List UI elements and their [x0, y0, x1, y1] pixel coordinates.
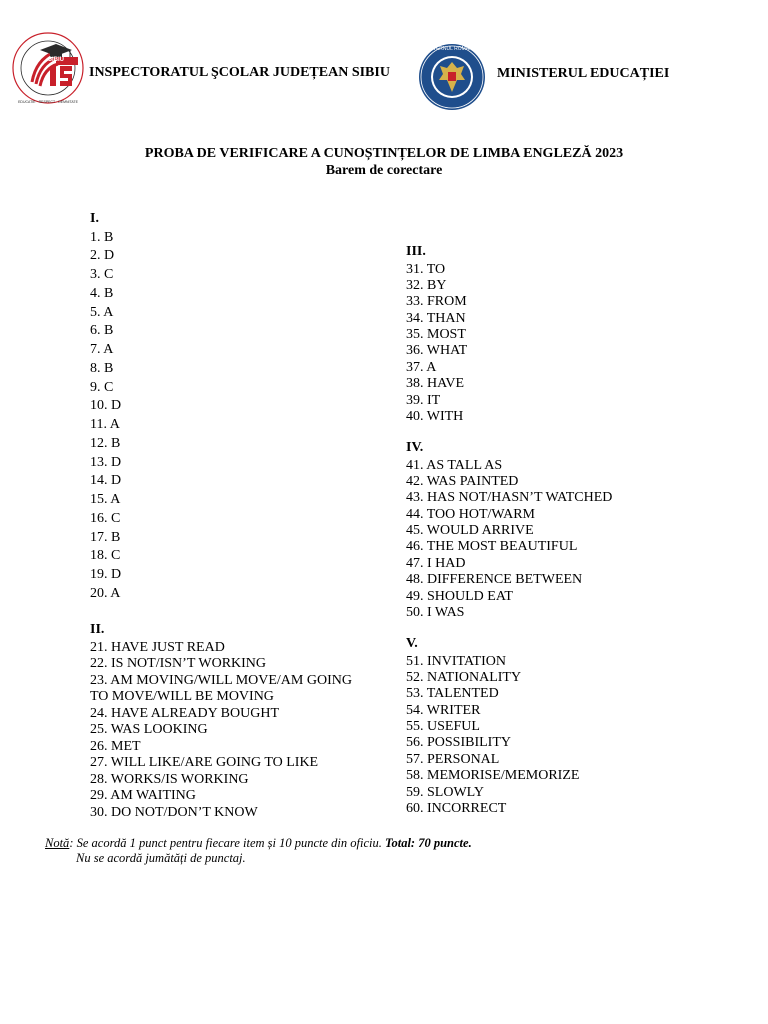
- answer-item: 31. TO: [406, 261, 446, 277]
- seal-ring-text: GUVERNUL ROMÂNIEI: [425, 46, 479, 52]
- answer-item: 46. THE MOST BEAUTIFUL: [406, 539, 578, 555]
- section-heading: V.: [406, 636, 418, 651]
- section-heading: II.: [90, 622, 105, 637]
- answer-item: TO MOVE/WILL BE MOVING: [90, 689, 274, 704]
- answer-item: 25. WAS LOOKING: [90, 722, 208, 737]
- answer-item: 40. WITH: [406, 409, 464, 425]
- answer-item: 44. TOO HOT/WARM: [406, 506, 535, 522]
- answer-item: 18. C: [90, 548, 121, 564]
- answer-item: 26. MET: [90, 738, 141, 754]
- answer-item: 23. AM MOVING/WILL MOVE/AM GOING: [90, 672, 352, 688]
- answer-item: 30. DO NOT/DON’T KNOW: [90, 804, 258, 820]
- answer-item: 58. MEMORISE/MEMORIZE: [406, 768, 580, 784]
- answer-item: 57. PERSONAL: [406, 751, 500, 767]
- answer-item: 4. B: [90, 285, 114, 301]
- section-i: [90, 211, 121, 604]
- answer-item: 16. C: [90, 510, 121, 526]
- answer-item: 29. AM WAITING: [90, 788, 196, 803]
- answer-item: 45. WOULD ARRIVE: [406, 523, 534, 539]
- answer-item: 11. A: [90, 417, 120, 432]
- answer-item: 14. D: [90, 473, 122, 489]
- isj-sibiu-logo: [10, 30, 86, 106]
- section-heading: I.: [90, 211, 99, 226]
- note-total: Total: 70 puncte.: [385, 836, 472, 850]
- section-v: [406, 636, 579, 817]
- answer-item: 56. POSSIBILITY: [406, 735, 512, 751]
- answer-item: 53. TALENTED: [406, 686, 499, 702]
- answer-item: 34. THAN: [406, 310, 466, 326]
- answer-item: 50. I WAS: [406, 605, 465, 621]
- answer-item: 10. D: [90, 398, 122, 414]
- answer-item: 59. SLOWLY: [406, 784, 484, 800]
- answer-item: 2. D: [90, 248, 115, 264]
- answer-item: 35. MOST: [406, 327, 466, 343]
- section-iv: [406, 440, 612, 621]
- answer-item: 9. C: [90, 379, 114, 395]
- answer-item: 24. HAVE ALREADY BOUGHT: [90, 705, 279, 721]
- answer-item: 48. DIFFERENCE BETWEEN: [406, 572, 583, 588]
- answer-item: 19. D: [90, 567, 122, 582]
- section-heading: IV.: [406, 440, 424, 455]
- answer-item: 36. WHAT: [406, 343, 468, 359]
- government-seal-logo: [417, 42, 487, 112]
- answer-item: 3. C: [90, 267, 114, 282]
- answer-item: 54. WRITER: [406, 702, 481, 718]
- answer-item: 8. B: [90, 360, 114, 376]
- isj-logo-ring-text: EDUCATIE · RESPECT · DEMNITATE: [18, 100, 78, 104]
- answer-item: 47. I HAD: [406, 555, 466, 571]
- section-iii: [406, 244, 467, 425]
- answer-item: 41. AS TALL AS: [406, 457, 503, 473]
- answer-item: 37. A: [406, 359, 437, 375]
- answer-item: 49. SHOULD EAT: [406, 588, 513, 604]
- scoring-note-line2: Nu se acordă jumătăți de punctaj.: [76, 851, 246, 865]
- answer-item: 60. INCORRECT: [406, 801, 507, 817]
- answer-item: 7. A: [90, 342, 114, 357]
- answer-item: 27. WILL LIKE/ARE GOING TO LIKE: [90, 755, 319, 770]
- document-subtitle: Barem de corectare: [325, 163, 443, 178]
- answer-item: 13. D: [90, 454, 122, 470]
- answer-item: 32. BY: [406, 277, 447, 293]
- left-org-name: INSPECTORATUL ŞCOLAR JUDEȚEAN SIBIU: [89, 65, 390, 80]
- answer-item: 52. NATIONALITY: [406, 669, 522, 685]
- right-org-name: MINISTERUL EDUCAȚIEI: [497, 66, 670, 81]
- answer-item: 33. FROM: [406, 294, 467, 310]
- isj-logo-label: SIBIU: [48, 57, 65, 63]
- answer-item: 1. B: [90, 229, 114, 245]
- note-text-1: : Se acordă 1 punct pentru fiecare item și 10 puncte din oficiu.: [69, 836, 382, 850]
- answer-item: 12. B: [90, 435, 121, 451]
- answer-item: 42. WAS PAINTED: [406, 473, 519, 489]
- note-label: Notă: [45, 836, 70, 850]
- answer-item: 55. USEFUL: [406, 719, 480, 735]
- answer-item: 22. IS NOT/ISN’T WORKING: [90, 656, 267, 671]
- answer-item: 21. HAVE JUST READ: [90, 639, 225, 655]
- answer-item: 51. INVITATION: [406, 653, 506, 669]
- answer-item: 6. B: [90, 323, 114, 339]
- answer-item: 15. A: [90, 492, 121, 507]
- answer-item: 5. A: [90, 304, 114, 320]
- answer-item: 20. A: [90, 585, 121, 601]
- document-title: PROBA DE VERIFICARE A CUNOȘTINȚELOR DE LIMBA ENGLEZĂ 2023: [144, 146, 624, 161]
- answer-item: 39. IT: [406, 392, 441, 408]
- answer-item: 43. HAS NOT/HASN’T WATCHED: [406, 490, 613, 506]
- section-heading: III.: [406, 244, 426, 259]
- answer-item: 28. WORKS/IS WORKING: [90, 771, 249, 787]
- answer-item: 38. HAVE: [406, 376, 465, 392]
- answer-item: 17. B: [90, 529, 121, 545]
- section-ii: [90, 622, 352, 821]
- scoring-note: [45, 836, 472, 851]
